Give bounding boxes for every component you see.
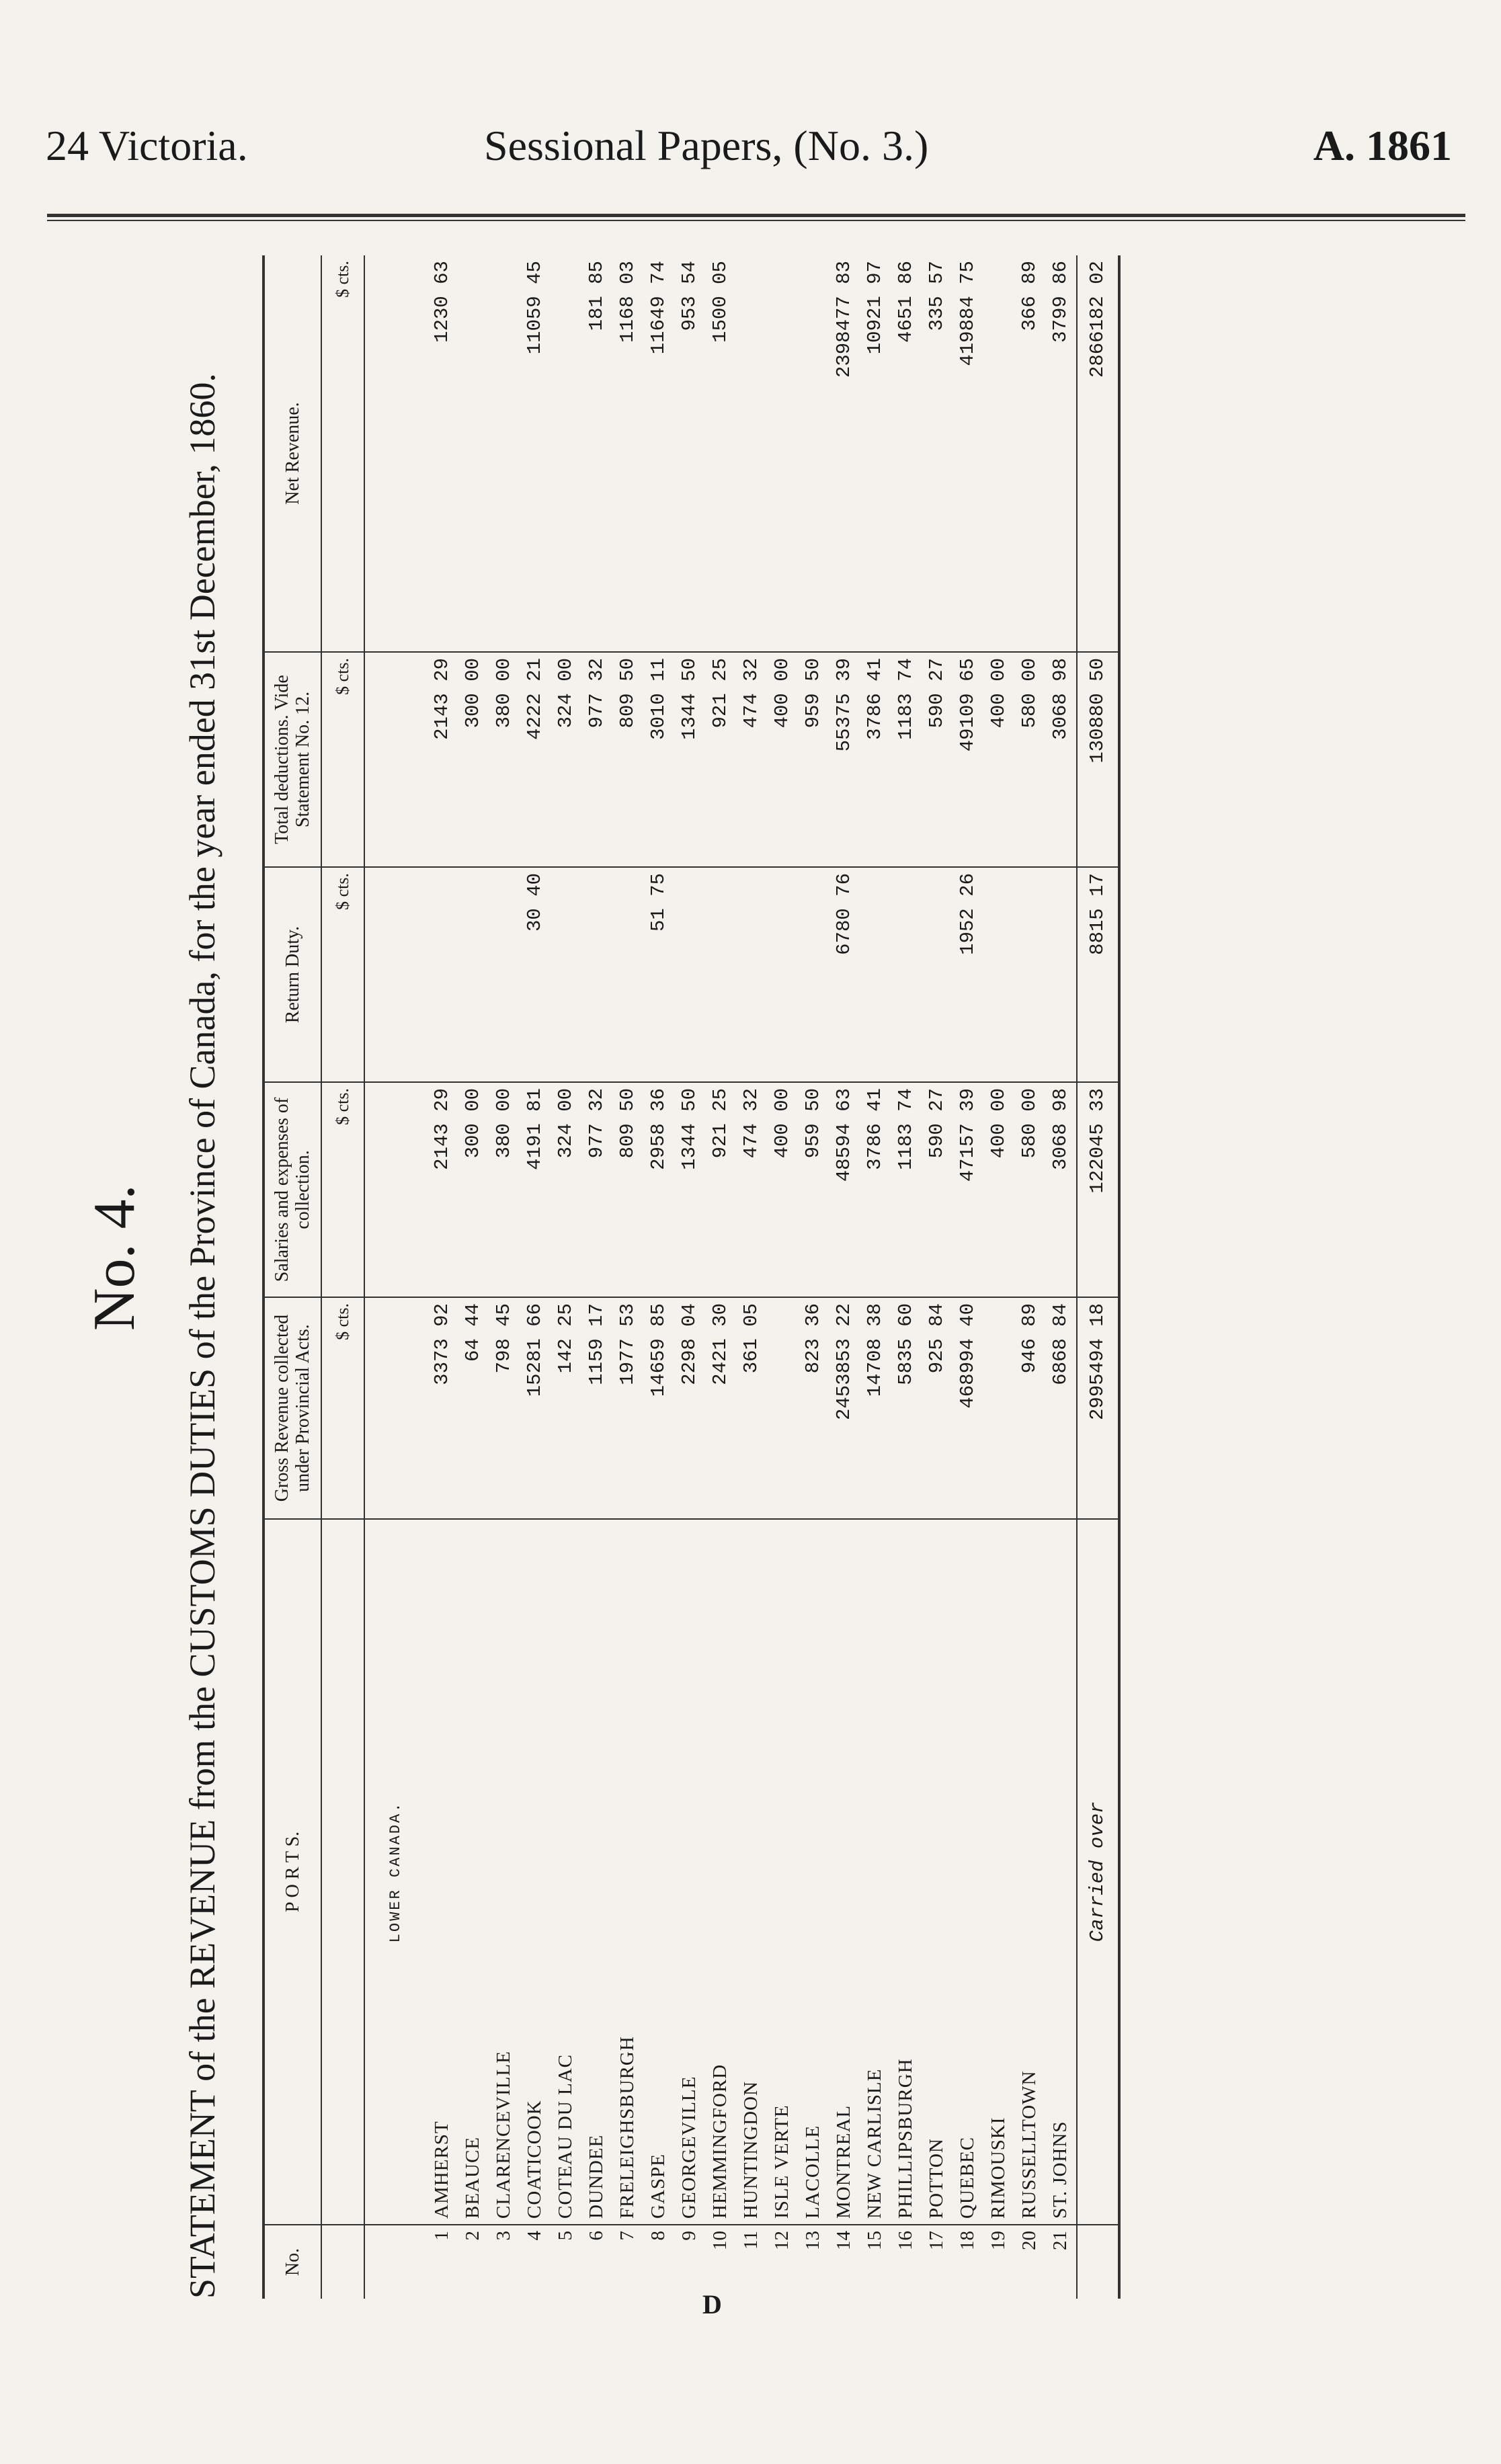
cell-net: 11059 45 [520, 255, 551, 652]
cell-net: 11649 74 [643, 255, 674, 652]
cell-salaries: 2958 36 [643, 1082, 674, 1297]
col-header-gross: Gross Revenue collected under Provincial Acts. [263, 1297, 321, 1519]
cell-return [922, 867, 952, 1082]
cell-net [798, 255, 829, 652]
table-row [922, 255, 952, 2299]
cell-no: 8 [647, 2231, 670, 2241]
cell-gross: 823 36 [798, 1297, 829, 1519]
table-row [798, 255, 829, 2299]
cell-salaries: 48594 63 [829, 1082, 860, 1297]
carried-over-label: Carried over [1077, 1519, 1119, 2225]
cell-gross: 925 84 [922, 1297, 952, 1519]
cell-net: 181 85 [581, 255, 612, 652]
cell-total: 400 00 [983, 652, 1014, 867]
cell-salaries: 380 00 [489, 1082, 520, 1297]
cell-salaries: 474 32 [736, 1082, 767, 1297]
cell-gross: 14659 85 [643, 1297, 674, 1519]
cell-return: 30 40 [520, 867, 551, 1082]
table-row [829, 255, 860, 2299]
cell-total: 3786 41 [860, 652, 891, 867]
cell-net [983, 255, 1014, 652]
unit-salaries: $ cts. [321, 1082, 364, 1297]
cell-port: HEMMINGFORD [705, 1519, 736, 2225]
cell-total: 959 50 [798, 652, 829, 867]
cell-salaries: 3786 41 [860, 1082, 891, 1297]
cell-net [767, 255, 798, 652]
cell-total: 2143 29 [427, 652, 458, 867]
unit-return: $ cts. [321, 867, 364, 1082]
cell-port: LACOLLE [798, 1519, 829, 2225]
cell-return: 1952 26 [952, 867, 983, 1082]
cell-net: 1500 05 [705, 255, 736, 652]
cell-return [860, 867, 891, 1082]
cell-no: 12 [771, 2231, 793, 2250]
cell-no: 17 [926, 2231, 948, 2250]
cell-port: POTTON [922, 1519, 952, 2225]
cell-return: 6780 76 [829, 867, 860, 1082]
cell-gross: 15281 66 [520, 1297, 551, 1519]
total-net: 2866182 02 [1077, 255, 1119, 652]
cell-net: 1230 63 [427, 255, 458, 652]
cell-total: 3010 11 [643, 652, 674, 867]
cell-net [736, 255, 767, 652]
table-row [983, 255, 1014, 2299]
total-salaries: 122045 33 [1077, 1082, 1119, 1297]
cell-port: RUSSELLTOWN [1014, 1519, 1045, 2225]
cell-port: MONTREAL [829, 1519, 860, 2225]
cell-port: AMHERST [427, 1519, 458, 2225]
cell-total: 921 25 [705, 652, 736, 867]
table-row [1045, 255, 1077, 2299]
cell-gross: 2298 04 [674, 1297, 705, 1519]
cell-return [581, 867, 612, 1082]
header-title: Sessional Papers, (No. 3.) [484, 122, 929, 169]
cell-net: 419884 75 [952, 255, 983, 652]
cell-gross: 64 44 [458, 1297, 489, 1519]
cell-gross: 2453853 22 [829, 1297, 860, 1519]
col-header-total-deductions: Total deductions. Vide Statement No. 12. [263, 652, 321, 867]
cell-net [458, 255, 489, 652]
cell-net [551, 255, 581, 652]
table-row [427, 255, 458, 2299]
table-row [489, 255, 520, 2299]
table-row [551, 255, 581, 2299]
cell-total: 474 32 [736, 652, 767, 867]
table-row [736, 255, 767, 2299]
cell-return [767, 867, 798, 1082]
rotated-page-content [82, 242, 1405, 2299]
statement-title: STATEMENT of the REVENUE from the CUSTOMS DUTIES of the Province of Canada, for the year ended 31st December, 1860. [182, 373, 222, 2299]
table-row [581, 255, 612, 2299]
section-row [364, 255, 427, 2299]
cell-gross: 946 89 [1014, 1297, 1045, 1519]
cell-no: 3 [493, 2231, 515, 2241]
cell-salaries: 580 00 [1014, 1082, 1045, 1297]
cell-salaries: 2143 29 [427, 1082, 458, 1297]
cell-gross: 6868 84 [1045, 1297, 1077, 1519]
table-header-row [263, 255, 321, 2299]
cell-gross: 798 45 [489, 1297, 520, 1519]
cell-port: COATICOOK [520, 1519, 551, 2225]
table-row [674, 255, 705, 2299]
cell-port: BEAUCE [458, 1519, 489, 2225]
cell-no: 1 [431, 2231, 453, 2241]
cell-gross: 1977 53 [612, 1297, 643, 1519]
table-row [952, 255, 983, 2299]
cell-total: 1344 50 [674, 652, 705, 867]
col-header-net: Net Revenue. [263, 255, 321, 652]
cell-port: GEORGEVILLE [674, 1519, 705, 2225]
cell-total: 4222 21 [520, 652, 551, 867]
cell-port: RIMOUSKI [983, 1519, 1014, 2225]
cell-salaries: 977 32 [581, 1082, 612, 1297]
cell-total: 324 00 [551, 652, 581, 867]
cell-port: GASPE [643, 1519, 674, 2225]
cell-salaries: 809 50 [612, 1082, 643, 1297]
unit-total: $ cts. [321, 652, 364, 867]
total-deductions: 130880 50 [1077, 652, 1119, 867]
cell-gross: 468994 40 [952, 1297, 983, 1519]
unit-net: $ cts. [321, 255, 364, 652]
cell-salaries: 3068 98 [1045, 1082, 1077, 1297]
cell-salaries: 400 00 [983, 1082, 1014, 1297]
cell-port: FRELEIGHSBURGH [612, 1519, 643, 2225]
cell-no: 2 [462, 2231, 484, 2241]
cell-gross: 5835 60 [891, 1297, 922, 1519]
page-header [40, 121, 1465, 175]
col-header-ports: P O R T S. [263, 1519, 321, 2225]
header-session: 24 Victoria. [46, 122, 248, 169]
table-row [1014, 255, 1045, 2299]
cell-total: 55375 39 [829, 652, 860, 867]
cell-port: ISLE VERTE [767, 1519, 798, 2225]
table-row [705, 255, 736, 2299]
cell-gross: 361 05 [736, 1297, 767, 1519]
cell-net: 4651 86 [891, 255, 922, 652]
table-row [612, 255, 643, 2299]
table-row [891, 255, 922, 2299]
cell-total: 977 32 [581, 652, 612, 867]
col-header-return-duty: Return Duty. [263, 867, 321, 1082]
cell-gross: 2421 30 [705, 1297, 736, 1519]
header-year: A. 1861 [1313, 122, 1452, 169]
cell-gross: 14708 38 [860, 1297, 891, 1519]
cell-net: 2398477 83 [829, 255, 860, 652]
col-header-salaries: Salaries and expenses of collection. [263, 1082, 321, 1297]
cell-port: COTEAU DU LAC [551, 1519, 581, 2225]
cell-return [427, 867, 458, 1082]
cell-no: 20 [1018, 2231, 1041, 2250]
cell-port: QUEBEC [952, 1519, 983, 2225]
cell-port: PHILLIPSBURGH [891, 1519, 922, 2225]
cell-salaries: 324 00 [551, 1082, 581, 1297]
cell-total: 380 00 [489, 652, 520, 867]
cell-total: 300 00 [458, 652, 489, 867]
cell-no: 7 [616, 2231, 639, 2241]
cell-total: 590 27 [922, 652, 952, 867]
cell-return [983, 867, 1014, 1082]
cell-gross [983, 1297, 1014, 1519]
cell-port: ST. JOHNS [1045, 1519, 1077, 2225]
section-label: LOWER CANADA. [364, 1519, 427, 2225]
cell-salaries: 300 00 [458, 1082, 489, 1297]
cell-return [489, 867, 520, 1082]
cell-return [458, 867, 489, 1082]
cell-gross: 1159 17 [581, 1297, 612, 1519]
cell-port: NEW CARLISLE [860, 1519, 891, 2225]
cell-total: 809 50 [612, 652, 643, 867]
unit-gross: $ cts. [321, 1297, 364, 1519]
cell-net: 335 57 [922, 255, 952, 652]
cell-return [891, 867, 922, 1082]
table-row [520, 255, 551, 2299]
total-gross: 2995494 18 [1077, 1297, 1119, 1519]
cell-no: 5 [555, 2231, 577, 2241]
table-body [321, 255, 1077, 2299]
cell-net [489, 255, 520, 652]
revenue-table [262, 255, 1121, 2299]
cell-no: 14 [833, 2231, 855, 2250]
cell-gross [767, 1297, 798, 1519]
header-rule [47, 214, 1465, 221]
cell-port: HUNTINGDON [736, 1519, 767, 2225]
cell-return: 51 75 [643, 867, 674, 1082]
cell-no: 13 [802, 2231, 824, 2250]
cell-no: 19 [987, 2231, 1010, 2250]
cell-return [612, 867, 643, 1082]
cell-total: 400 00 [767, 652, 798, 867]
cell-salaries: 4191 81 [520, 1082, 551, 1297]
cell-net: 366 89 [1014, 255, 1045, 652]
cell-gross: 3373 92 [427, 1297, 458, 1519]
cell-return [551, 867, 581, 1082]
table-row [458, 255, 489, 2299]
cell-total: 3068 98 [1045, 652, 1077, 867]
cell-no: 21 [1049, 2231, 1071, 2250]
cell-total: 1183 74 [891, 652, 922, 867]
units-row [321, 255, 364, 2299]
cell-return [705, 867, 736, 1082]
cell-salaries: 1344 50 [674, 1082, 705, 1297]
col-header-no: No. [263, 2225, 321, 2299]
footer-mark: D [702, 2289, 722, 2319]
cell-total: 49109 65 [952, 652, 983, 867]
cell-return [1045, 867, 1077, 1082]
cell-return [798, 867, 829, 1082]
cell-no: 18 [957, 2231, 979, 2250]
table-row [860, 255, 891, 2299]
cell-no: 9 [678, 2231, 700, 2241]
cell-no: 15 [864, 2231, 886, 2250]
cell-salaries: 1183 74 [891, 1082, 922, 1297]
cell-net: 953 54 [674, 255, 705, 652]
cell-no: 6 [585, 2231, 608, 2241]
cell-salaries: 47157 39 [952, 1082, 983, 1297]
cell-net: 10921 97 [860, 255, 891, 652]
cell-no: 16 [895, 2231, 917, 2250]
cell-return [1014, 867, 1045, 1082]
total-row [1077, 255, 1119, 2299]
cell-salaries: 921 25 [705, 1082, 736, 1297]
document-number: No. 4. [82, 1184, 147, 1331]
cell-port: DUNDEE [581, 1519, 612, 2225]
cell-total: 580 00 [1014, 652, 1045, 867]
cell-no: 10 [709, 2231, 731, 2250]
total-return: 8815 17 [1077, 867, 1119, 1082]
cell-return [674, 867, 705, 1082]
table-row [767, 255, 798, 2299]
cell-salaries: 590 27 [922, 1082, 952, 1297]
cell-salaries: 400 00 [767, 1082, 798, 1297]
table-row [643, 255, 674, 2299]
cell-gross: 142 25 [551, 1297, 581, 1519]
cell-net: 3799 86 [1045, 255, 1077, 652]
cell-no: 11 [740, 2231, 762, 2250]
cell-salaries: 959 50 [798, 1082, 829, 1297]
cell-return [736, 867, 767, 1082]
cell-no: 4 [524, 2231, 546, 2241]
cell-port: CLARENCEVILLE [489, 1519, 520, 2225]
cell-net: 1168 03 [612, 255, 643, 652]
